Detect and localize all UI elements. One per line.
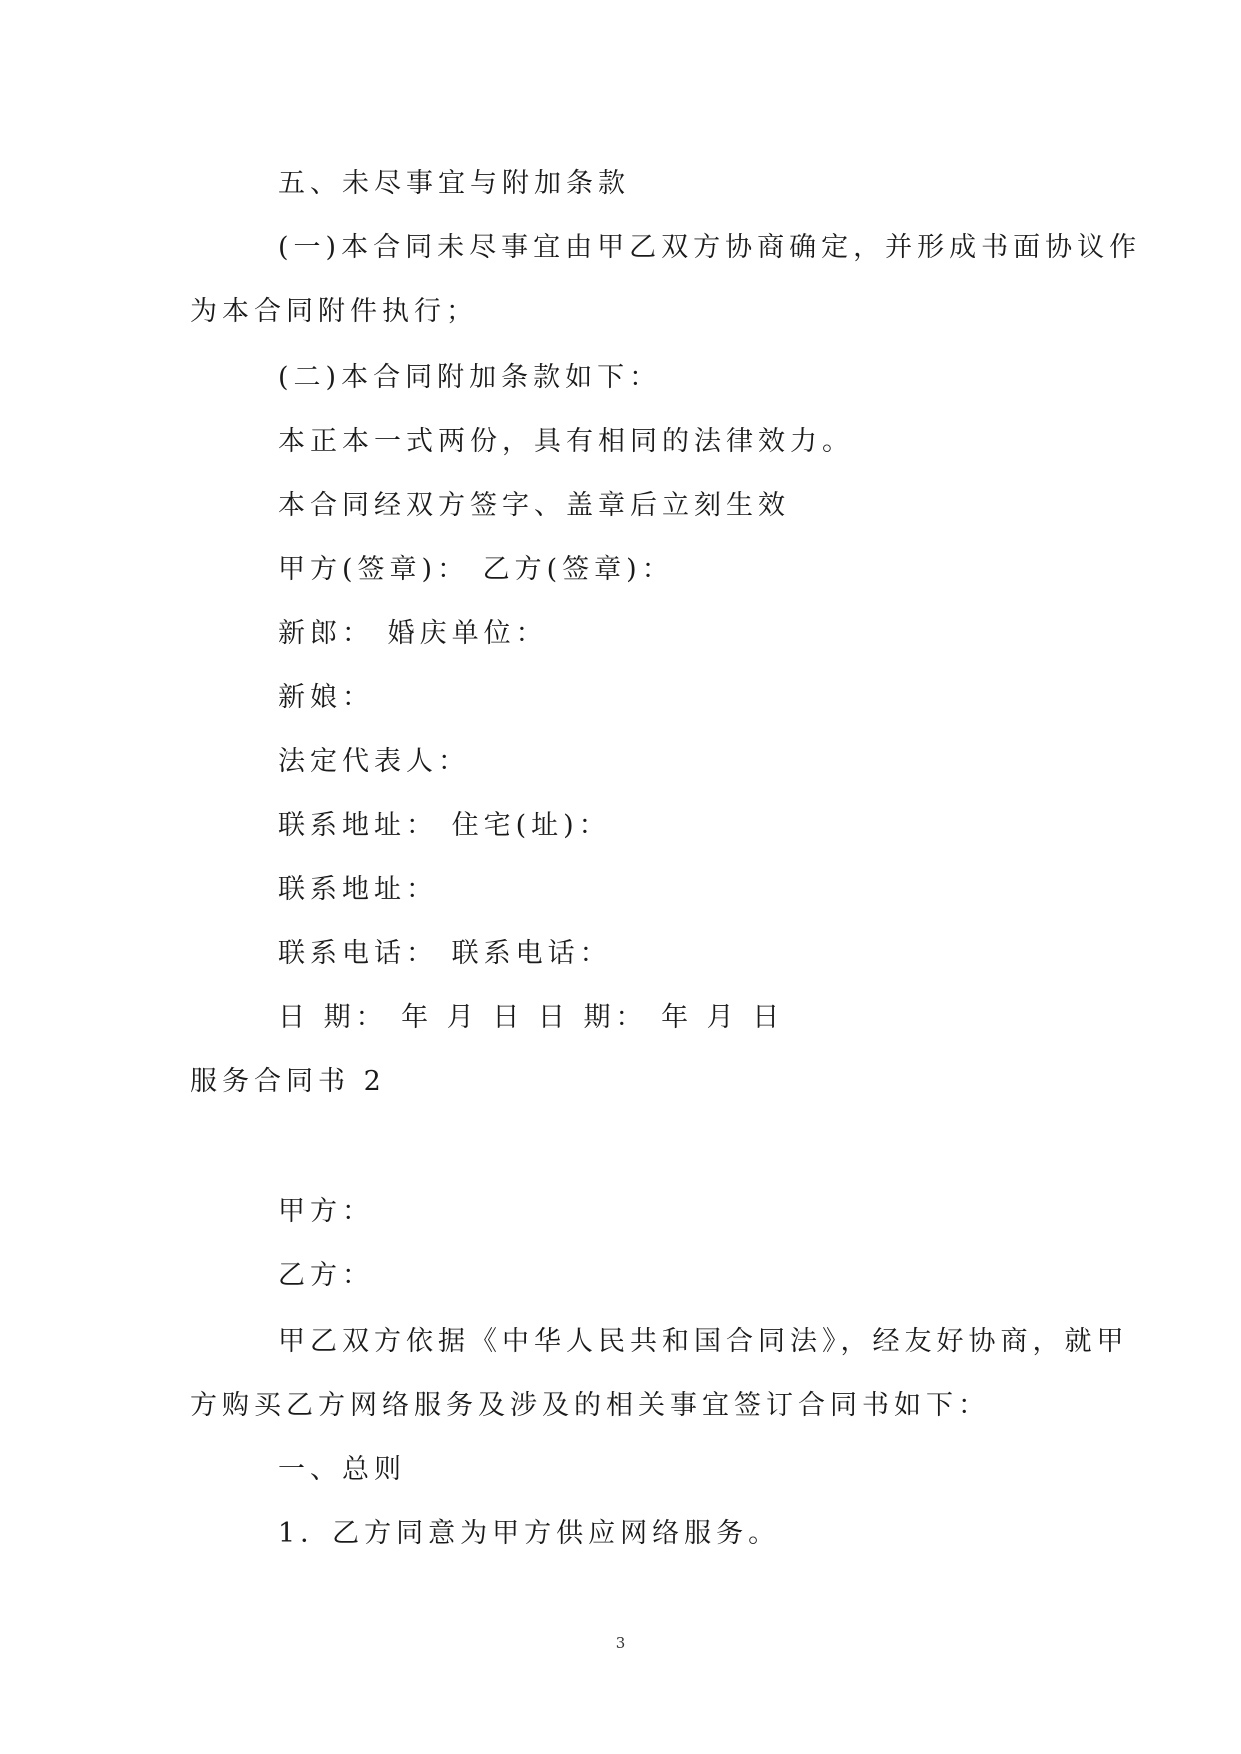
section-heading-5: 五、未尽事宜与附加条款 (278, 168, 630, 199)
paragraph-line: 本正本一式两份，具有相同的法律效力。 (278, 426, 854, 457)
section-heading-1: 一、总则 (278, 1454, 406, 1485)
signature-line: 法定代表人： (278, 746, 470, 777)
signature-line: 联系地址： (278, 874, 438, 905)
party-b-line: 乙方： (278, 1260, 374, 1291)
signature-line: 联系地址： 住宅(址)： (278, 810, 611, 841)
paragraph-line: 为本合同附件执行； (190, 296, 478, 327)
paragraph-line: (一)本合同未尽事宜由甲乙双方协商确定，并形成书面协议作 (278, 232, 1142, 263)
paragraph-line: 方购买乙方网络服务及涉及的相关事宜签订合同书如下： (190, 1390, 990, 1421)
party-a-line: 甲方： (278, 1196, 374, 1227)
signature-line: 新郎： 婚庆单位： (278, 618, 548, 649)
signature-line: 新娘： (278, 682, 374, 713)
paragraph-line: (二)本合同附加条款如下： (278, 362, 662, 393)
date-line: 日 期： 年 月 日 日 期： 年 月 日 (278, 1002, 785, 1033)
clause-line: 1．乙方同意为甲方供应网络服务。 (278, 1518, 781, 1549)
signature-line: 联系电话： 联系电话： (278, 938, 612, 969)
signature-line: 甲方(签章)： 乙方(签章)： (278, 554, 674, 585)
paragraph-line: 甲乙双方依据《中华人民共和国合同法》，经友好协商，就甲 (278, 1326, 1129, 1357)
paragraph-line: 本合同经双方签字、盖章后立刻生效 (278, 490, 790, 521)
page-number: 3 (615, 1634, 626, 1652)
document-title: 服务合同书 2 (190, 1066, 386, 1097)
